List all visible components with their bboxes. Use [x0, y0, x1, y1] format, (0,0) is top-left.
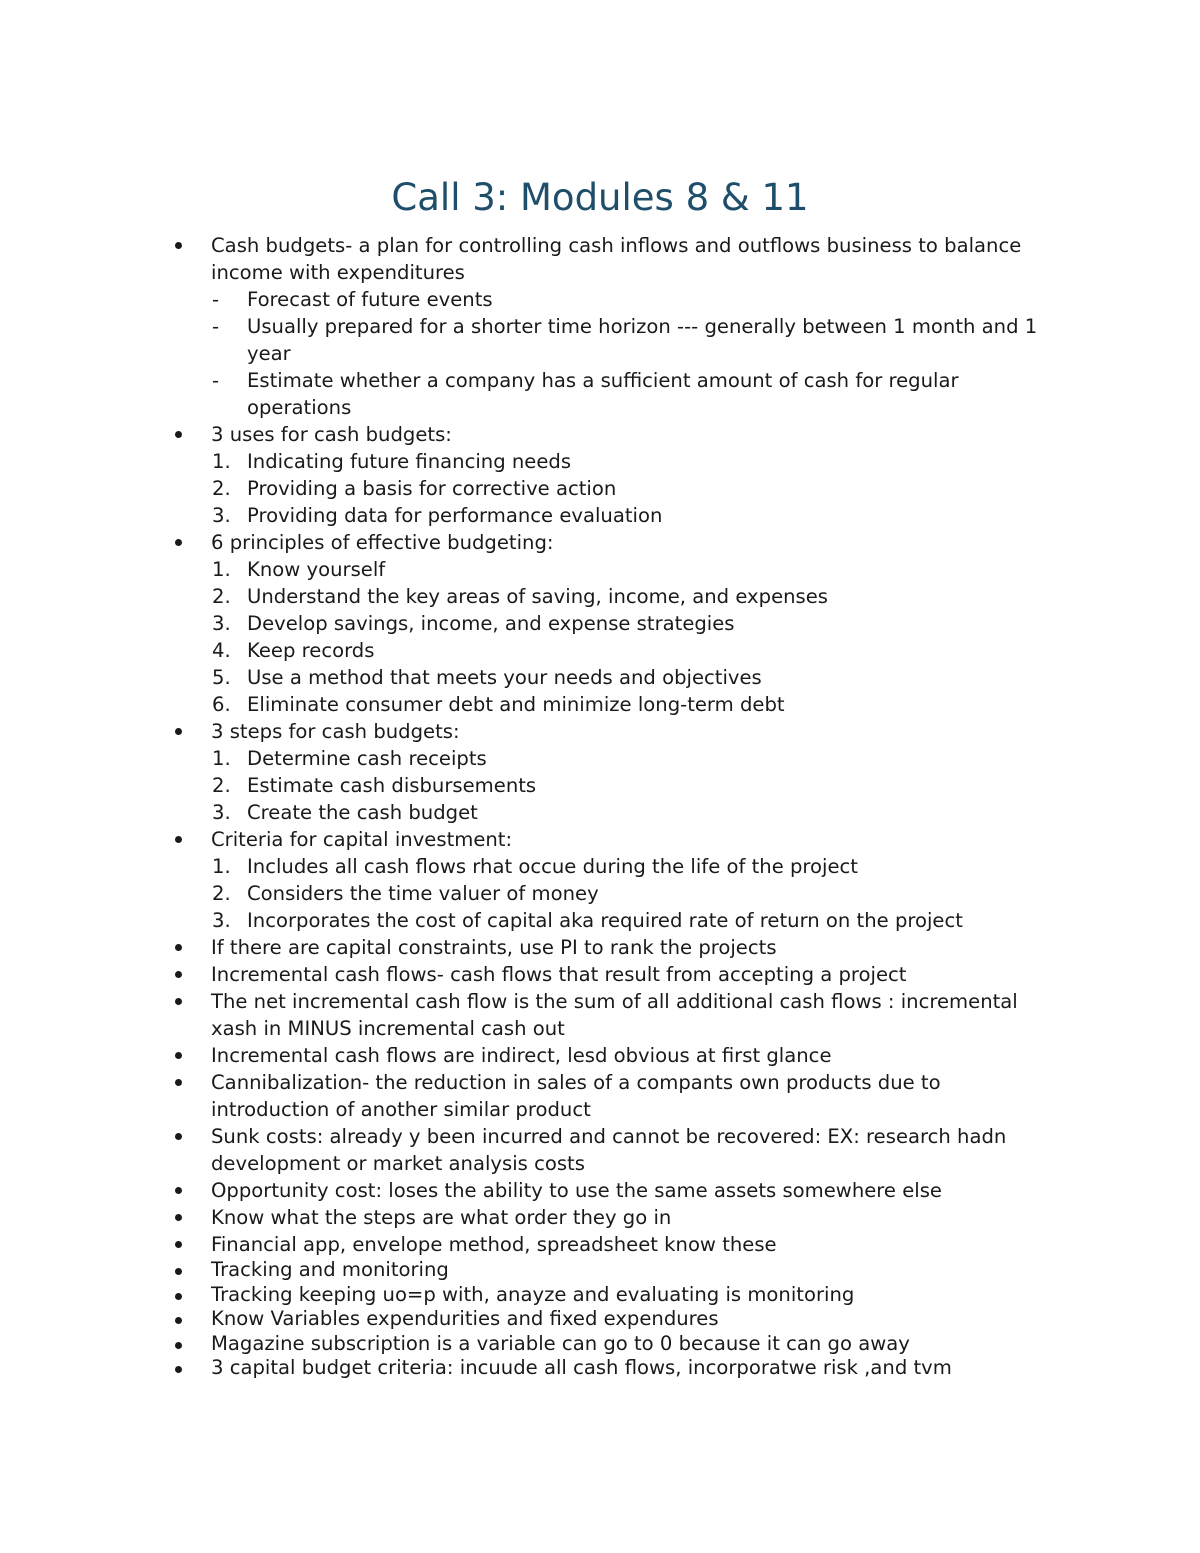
item-text: Financial app, envelope method, spreadsheet know these	[211, 1233, 777, 1256]
bullet-item	[0, 1042, 1041, 1069]
item-text: Providing data for performance evaluation	[247, 504, 663, 527]
numbered-subitem	[0, 583, 1057, 610]
bullet-item	[0, 421, 1041, 448]
item-text: Tracking and monitoring	[211, 1258, 449, 1281]
item-text: Know Variables expendurities and fixed expendures	[211, 1307, 719, 1330]
item-text: Providing a basis for corrective action	[247, 477, 617, 500]
bullet-item	[0, 232, 1041, 286]
item-text: Incorporates the cost of capital aka required rate of return on the project	[247, 909, 963, 932]
bullet-item	[0, 988, 1041, 1042]
list-marker: 2.	[212, 882, 231, 905]
list-marker: 1.	[212, 450, 231, 473]
item-text: Estimate cash disbursements	[247, 774, 537, 797]
list-marker: 1.	[212, 855, 231, 878]
bullet-item	[0, 826, 1041, 853]
item-text: Create the cash budget	[247, 801, 478, 824]
dash-subitem	[0, 286, 1057, 313]
item-text: Keep records	[247, 639, 375, 662]
list-marker: 5.	[212, 666, 231, 689]
bullet-item	[0, 529, 1041, 556]
list-marker: 3.	[212, 612, 231, 635]
numbered-subitem	[0, 691, 1057, 718]
list-marker: 1.	[212, 747, 231, 770]
item-text: 3 uses for cash budgets:	[211, 423, 452, 446]
item-text: 3 steps for cash budgets:	[211, 720, 460, 743]
bullet-item	[0, 1258, 1041, 1283]
list-marker: 2.	[212, 477, 231, 500]
list-marker: 1.	[212, 558, 231, 581]
dash-subitem	[0, 313, 1057, 367]
bullet-item	[0, 1123, 1041, 1177]
item-text: Estimate whether a company has a sufficient amount of cash for regular operations	[247, 369, 959, 419]
bullet-item	[0, 1177, 1041, 1204]
item-text: Incremental cash flows are indirect, lesd obvious at first glance	[211, 1044, 832, 1067]
numbered-subitem	[0, 772, 1057, 799]
item-text: Eliminate consumer debt and minimize long-term debt	[247, 693, 785, 716]
numbered-subitem	[0, 745, 1057, 772]
list-marker: 4.	[212, 639, 231, 662]
item-text: Includes all cash flows rhat occue during the life of the project	[247, 855, 858, 878]
dash-subitem	[0, 367, 1057, 421]
notes-list	[0, 232, 1200, 1381]
item-text: Opportunity cost: loses the ability to use the same assets somewhere else	[211, 1179, 942, 1202]
list-marker: -	[212, 315, 220, 338]
list-marker: 3.	[212, 504, 231, 527]
numbered-subitem	[0, 799, 1057, 826]
bullet-item	[0, 1307, 1041, 1332]
item-text: 3 capital budget criteria: incuude all cash flows, incorporatwe risk ,and tvm	[211, 1356, 952, 1379]
numbered-subitem	[0, 637, 1057, 664]
numbered-subitem	[0, 610, 1057, 637]
item-text: Sunk costs: already y been incurred and cannot be recovered: EX: research hadn development or market analysis costs	[211, 1125, 1007, 1175]
list-marker: -	[212, 288, 220, 311]
bullet-item	[0, 1231, 1041, 1258]
item-text: Criteria for capital investment:	[211, 828, 513, 851]
item-text: If there are capital constraints, use PI to rank the projects	[211, 936, 777, 959]
item-text: Magazine subscription is a variable can go to 0 because it can go away	[211, 1331, 910, 1355]
numbered-subitem	[0, 475, 1057, 502]
item-text: Know yourself	[247, 558, 386, 581]
item-text: Use a method that meets your needs and objectives	[247, 666, 762, 689]
bullet-item	[0, 1069, 1041, 1123]
bullet-item	[0, 934, 1041, 961]
item-text: 6 principles of effective budgeting:	[211, 531, 554, 554]
item-text: Develop savings, income, and expense strategies	[247, 612, 735, 635]
bullet-item	[0, 1356, 1041, 1381]
item-text: Usually prepared for a shorter time horizon --- generally between 1 month and 1 year	[247, 315, 1038, 365]
item-text: Determine cash receipts	[247, 747, 487, 770]
item-text: Cannibalization- the reduction in sales of a compants own products due to introduction of another similar product	[211, 1071, 941, 1121]
numbered-subitem	[0, 880, 1057, 907]
numbered-subitem	[0, 907, 1057, 934]
item-text: Understand the key areas of saving, income, and expenses	[247, 585, 829, 608]
bullet-item	[0, 1283, 1041, 1308]
item-text: The net incremental cash flow is the sum of all additional cash flows : incremental xash in MINUS incremental cash out	[211, 990, 1018, 1040]
list-marker: -	[212, 369, 220, 392]
list-marker: 2.	[212, 585, 231, 608]
numbered-subitem	[0, 853, 1057, 880]
numbered-subitem	[0, 502, 1057, 529]
item-text: Tracking keeping uo=p with, anayze and evaluating is monitoring	[211, 1282, 855, 1306]
item-text: Cash budgets- a plan for controlling cash inflows and outflows business to balance income with expenditures	[211, 234, 1022, 284]
numbered-subitem	[0, 556, 1057, 583]
item-text: Indicating future financing needs	[247, 450, 572, 473]
list-marker: 6.	[212, 693, 231, 716]
item-text: Incremental cash flows- cash flows that result from accepting a project	[211, 963, 907, 986]
list-marker: 2.	[212, 774, 231, 797]
item-text: Know what the steps are what order they go in	[211, 1206, 672, 1229]
bullet-item	[0, 1332, 1041, 1357]
list-marker: 3.	[212, 909, 231, 932]
bullet-item	[0, 961, 1041, 988]
numbered-subitem	[0, 664, 1057, 691]
item-text: Considers the time valuer of money	[247, 882, 599, 905]
numbered-subitem	[0, 448, 1057, 475]
bullet-item	[0, 1204, 1041, 1231]
bullet-item	[0, 718, 1041, 745]
list-marker: 3.	[212, 801, 231, 824]
page-title: Call 3: Modules 8 & 11	[391, 176, 809, 219]
item-text: Forecast of future events	[247, 288, 493, 311]
